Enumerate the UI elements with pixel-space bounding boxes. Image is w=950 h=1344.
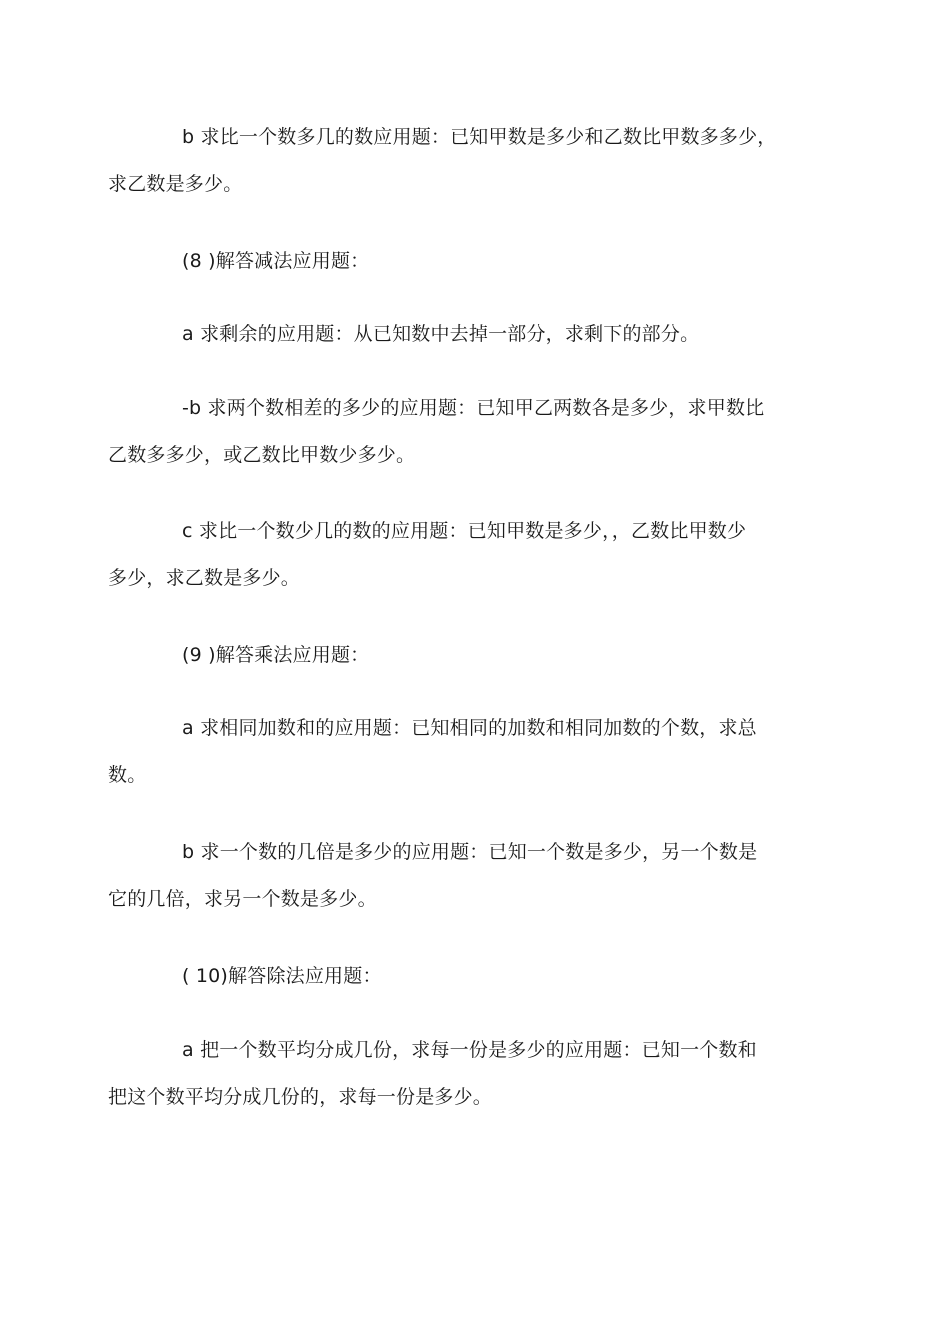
- paragraph-a-sum-of-addends: [108, 705, 810, 799]
- paragraph-line: 数。: [108, 764, 147, 786]
- paragraph-line: a 求剩余的应用题：从已知数中去掉一部分，求剩下的部分。: [182, 323, 700, 345]
- paragraph-line: a 求相同加数和的应用题：已知相同的加数和相同加数的个数，求总: [182, 717, 757, 739]
- heading-text: ( 10)解答除法应用题：: [182, 965, 382, 987]
- paragraph-line: 把这个数平均分成几份的，求每一份是多少。: [108, 1086, 493, 1108]
- paragraph-line: b 求比一个数多几的数应用题：已知甲数是多少和乙数比甲数多多少，: [182, 126, 777, 148]
- heading-subtraction: [145, 238, 810, 285]
- paragraph-line: c 求比一个数少几的数的应用题：已知甲数是多少，，乙数比甲数少: [182, 520, 747, 542]
- paragraph-b-more-than: [108, 114, 810, 208]
- heading-division: [145, 953, 810, 1000]
- paragraph-c-less-than: [108, 508, 810, 602]
- heading-multiplication: [145, 632, 810, 679]
- paragraph-a-equal-parts: [108, 1027, 810, 1121]
- paragraph-line: 多少，求乙数是多少。: [108, 567, 301, 589]
- paragraph-a-remainder: [145, 311, 810, 358]
- paragraph-line: 求乙数是多少。: [108, 173, 243, 195]
- heading-text: (8 )解答减法应用题：: [182, 250, 370, 272]
- paragraph-line: 乙数多多少，或乙数比甲数少多少。: [108, 444, 416, 466]
- paragraph-b-difference: [108, 385, 810, 479]
- paragraph-b-multiple: [108, 829, 810, 923]
- heading-text: (9 )解答乘法应用题：: [182, 644, 370, 666]
- paragraph-line: a 把一个数平均分成几份，求每一份是多少的应用题：已知一个数和: [182, 1039, 757, 1061]
- paragraph-line: 它的几倍，求另一个数是多少。: [108, 888, 377, 910]
- paragraph-line: b 求一个数的几倍是多少的应用题：已知一个数是多少，另一个数是: [182, 841, 758, 863]
- paragraph-line: -b 求两个数相差的多少的应用题：已知甲乙两数各是多少，求甲数比: [182, 397, 765, 419]
